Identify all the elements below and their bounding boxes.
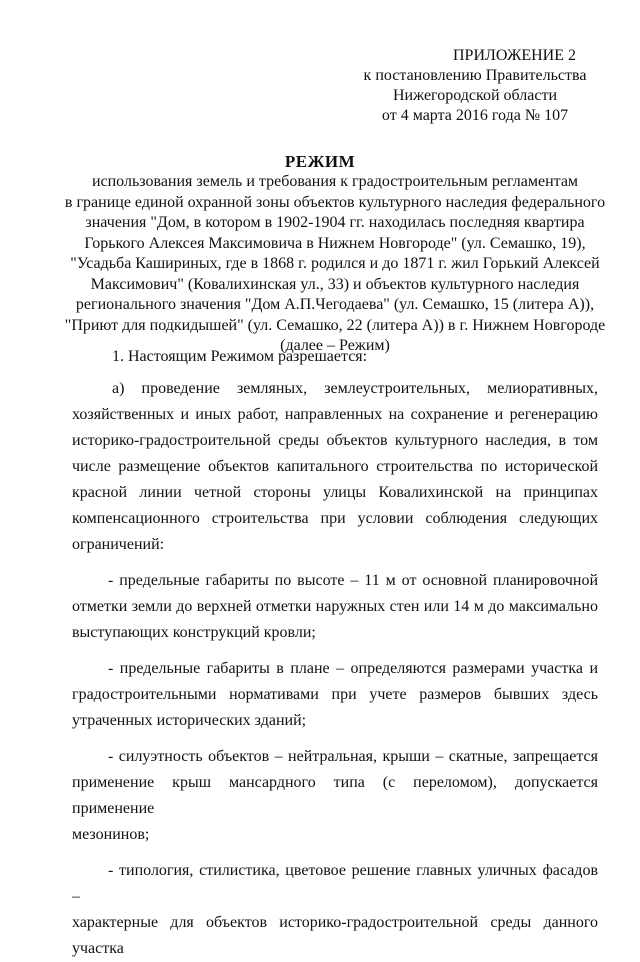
restriction-silhouette-line: - силуэтность объектов – нейтральная, крыши – скатные, запрещается bbox=[108, 748, 598, 765]
item-a-line: ограничений: bbox=[72, 536, 165, 553]
appendix-region-line: Нижегородской области bbox=[392, 87, 557, 104]
subtitle-line: регионального значения "Дом А.П.Чегодаева" (ул. Семашко, 15 (литера А)), bbox=[75, 296, 595, 313]
item-a-marker: а) bbox=[112, 380, 125, 397]
item-a-line: компенсационного строительства при условии соблюдения следующих bbox=[72, 510, 598, 527]
item-a-line: числе размещение объектов капитального строительства по исторической bbox=[72, 458, 598, 475]
subtitle-line: значения "Дом, в котором в 1902-1904 гг. находилась последняя квартира bbox=[85, 214, 585, 231]
subtitle-line: Горького Алексея Максимовича в Нижнем Новгороде" (ул. Семашко, 19), bbox=[84, 234, 586, 252]
subtitle-line: "Приют для подкидышей" (ул. Семашко, 22 (литера А)) в г. Нижнем Новгороде bbox=[64, 316, 606, 334]
subtitle-line: Максимович" (Ковалихинская ул., 33) и объектов культурного наследия bbox=[90, 275, 580, 293]
restriction-plan-line: градостроительными нормативами при учете размеров бывших здесь bbox=[72, 686, 598, 703]
document-body bbox=[72, 344, 598, 962]
subtitle-line: (далее – Режим) bbox=[280, 337, 390, 354]
item-a-word: мелиоративных, bbox=[487, 380, 598, 397]
appendix-number: ПРИЛОЖЕНИЕ 2 bbox=[452, 47, 576, 64]
restriction-typology-line: - типология, стилистика, цветовое решение главных уличных фасадов – bbox=[72, 862, 598, 905]
subtitle-line: в границе единой охранной зоны объектов культурного наследия федерального bbox=[64, 193, 606, 211]
appendix-decree-line: к постановлению Правительства bbox=[363, 67, 587, 84]
document-subtitle bbox=[60, 172, 610, 357]
appendix-block bbox=[330, 46, 620, 126]
item-a-word: земляных, bbox=[236, 380, 308, 397]
section-heading: 1. Настоящим Режимом разрешается: bbox=[112, 348, 368, 365]
subtitle-line: использования земель и требования к градостроительным регламентам bbox=[91, 173, 579, 190]
restriction-plan-line: утраченных исторических зданий; bbox=[72, 712, 307, 729]
restriction-height-line: отметки земли до верхней отметки наружных стен или 14 м до максимально bbox=[72, 598, 598, 615]
restriction-silhouette-line: применение крыш мансардного типа (с переломом), допускается применение bbox=[72, 774, 598, 817]
item-a-line: красной линии четной стороны улицы Ковалихинской на принципах bbox=[72, 484, 598, 501]
restriction-typology-line: характерные для объектов историко-градостроительной среды данного участка bbox=[72, 914, 598, 957]
document-title: РЕЖИМ bbox=[284, 152, 356, 171]
item-a-first-line bbox=[72, 376, 598, 402]
appendix-date-line: от 4 марта 2016 года № 107 bbox=[381, 107, 569, 124]
item-a-word: землеустроительных, bbox=[324, 380, 470, 397]
item-a-word: проведение bbox=[141, 380, 220, 397]
item-a-line: хозяйственных и иных работ, направленных на сохранение и регенерацию bbox=[72, 406, 598, 423]
subtitle-line: "Усадьба Кашириных, где в 1868 г. родился и до 1871 г. жил Горький Алексей bbox=[70, 255, 600, 272]
item-a-line: историко-градостроительной среды объектов культурного наследия, в том bbox=[72, 432, 598, 449]
restriction-plan-line: - предельные габариты в плане – определяются размерами участка и bbox=[108, 660, 598, 677]
restriction-height-line: - предельные габариты по высоте – 11 м от основной планировочной bbox=[108, 572, 598, 589]
restriction-height-line: выступающих конструкций кровли; bbox=[72, 624, 316, 641]
restriction-silhouette-line: мезонинов; bbox=[72, 826, 150, 843]
